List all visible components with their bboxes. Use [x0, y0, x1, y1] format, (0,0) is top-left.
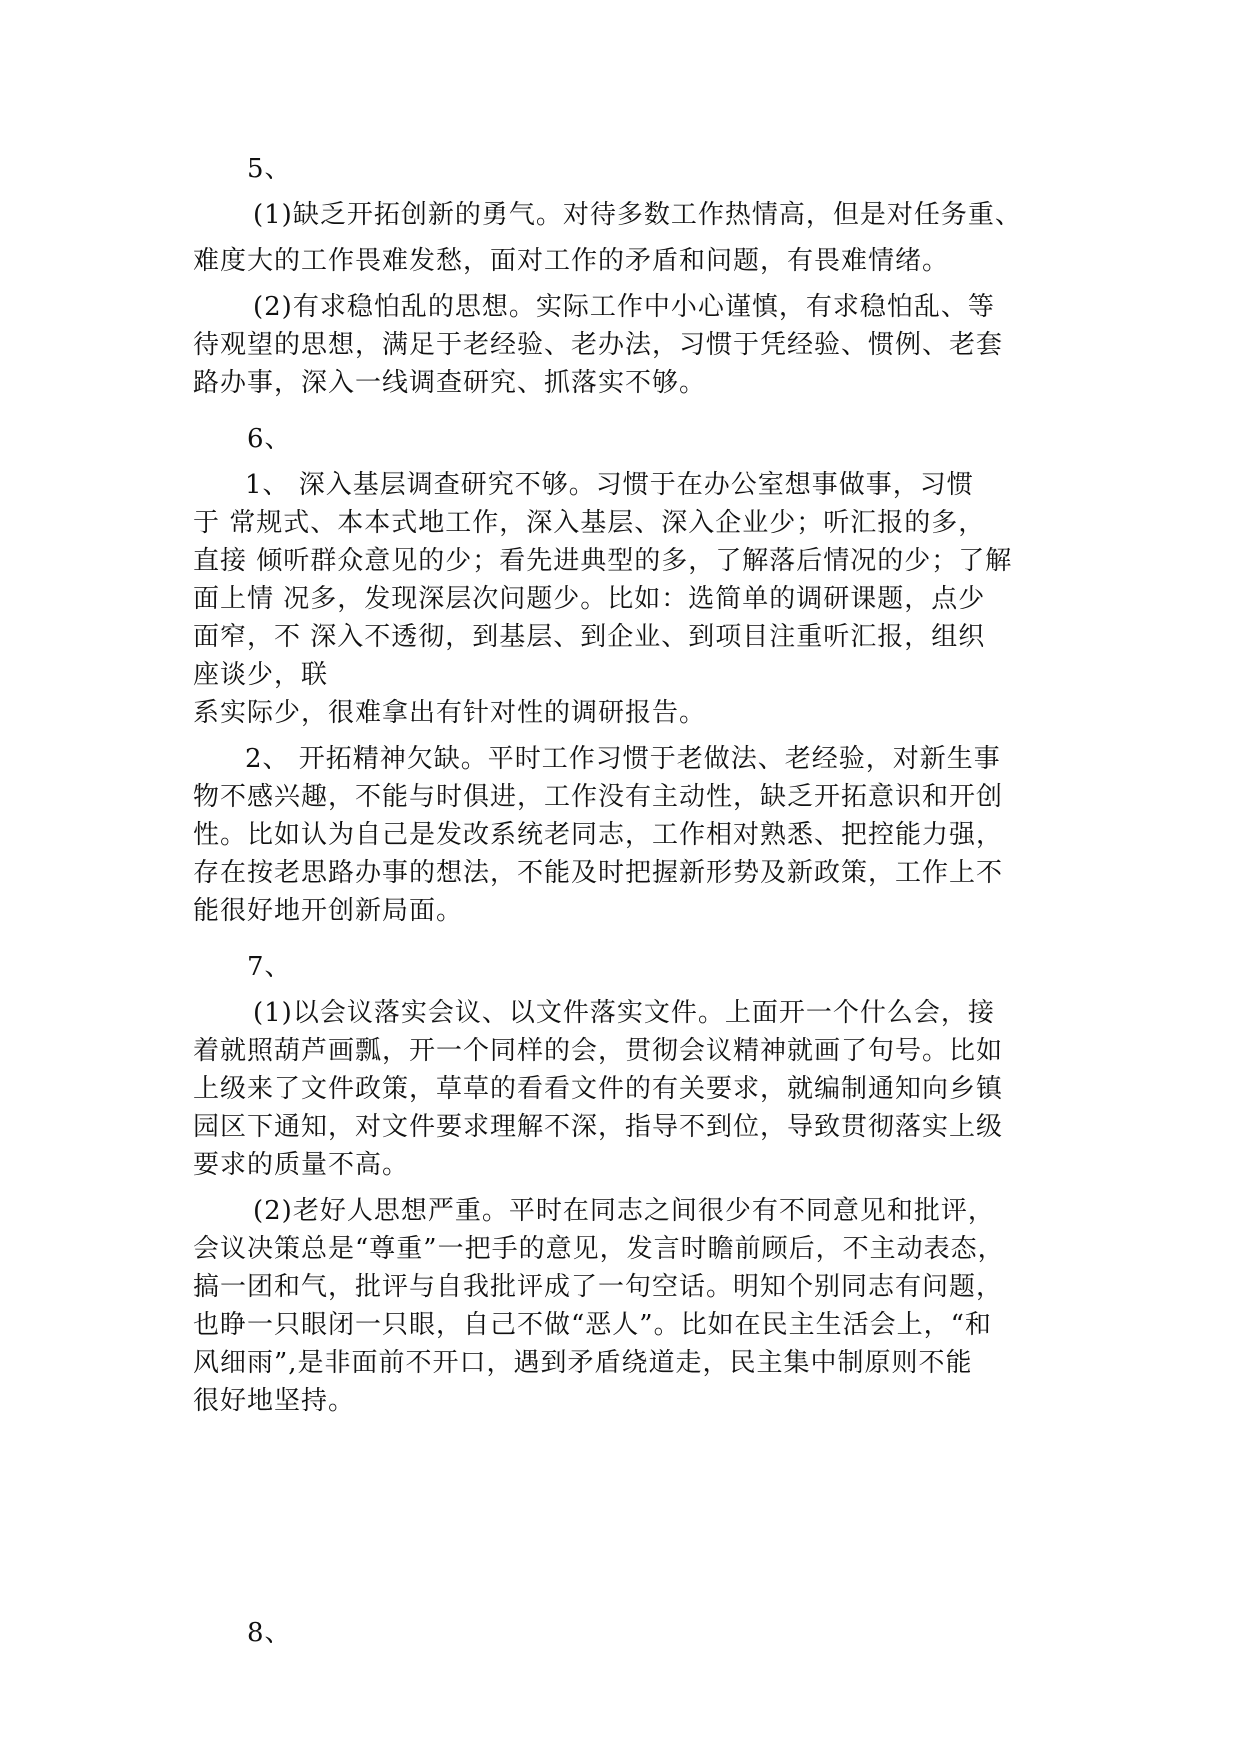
paragraph-7-2	[193, 1192, 1053, 1420]
section-number-6: 6、	[247, 424, 292, 454]
text-line: 性。比如认为自己是发改系统老同志，工作相对熟悉、把控能力强，	[193, 820, 1004, 850]
section-number-8: 8、	[247, 1618, 292, 1648]
text-line: 1、 深入基层调查研究不够。习惯于在办公室想事做事，习惯	[245, 470, 974, 500]
document-body	[193, 150, 1053, 1652]
text-line: 搞一团和气，批评与自我批评成了一句空话。明知个别同志有问题，	[193, 1272, 1004, 1302]
text-line: 座谈少，联	[193, 660, 329, 690]
text-line: 很好地坚持。	[193, 1386, 356, 1416]
text-line: (1)缺乏开拓创新的勇气。对待多数工作热情高，但是对任务重、	[253, 200, 1022, 230]
paragraph-5-1	[193, 196, 1053, 280]
section-number-7: 7、	[247, 952, 292, 982]
text-line: 路办事，深入一线调查研究、抓落实不够。	[193, 368, 707, 398]
text-line: (2)有求稳怕乱的思想。实际工作中小心谨慎，有求稳怕乱、等	[253, 292, 995, 322]
text-line: 要求的质量不高。	[193, 1150, 410, 1180]
text-line: 物不感兴趣，不能与时俱进，工作没有主动性，缺乏开拓意识和开创	[193, 782, 1004, 812]
paragraph-6-2	[193, 740, 1053, 930]
text-line: 会议决策总是“尊重”一把手的意见，发言时瞻前顾后，不主动表态，	[193, 1234, 1005, 1264]
text-line: 存在按老思路办事的想法，不能及时把握新形势及新政策，工作上不	[193, 858, 1004, 888]
text-line: 2、 开拓精神欠缺。平时工作习惯于老做法、老经验，对新生事	[245, 744, 1001, 774]
text-line: 面窄，不 深入不透彻，到基层、到企业、到项目注重听汇报，组织	[193, 622, 986, 652]
text-line: 上级来了文件政策，草草的看看文件的有关要求，就编制通知向乡镇	[193, 1074, 1004, 1104]
text-line: 着就照葫芦画瓢，开一个同样的会，贯彻会议精神就画了句号。比如	[193, 1036, 1004, 1066]
paragraph-5-2	[193, 288, 1053, 402]
paragraph-6-1	[193, 466, 1053, 732]
text-line: 难度大的工作畏难发愁，面对工作的矛盾和问题，有畏难情绪。	[193, 246, 950, 276]
text-line: 于 常规式、本本式地工作，深入基层、深入企业少；听汇报的多，	[193, 508, 986, 538]
text-line: 面上情 况多，发现深层次问题少。比如：选简单的调研课题，点少	[193, 584, 986, 614]
text-line: 系实际少，很难拿出有针对性的调研报告。	[193, 698, 707, 728]
text-line: 直接 倾听群众意见的少；看先进典型的多，了解落后情况的少；了解	[193, 546, 1013, 576]
text-line: 园区下通知，对文件要求理解不深，指导不到位，导致贯彻落实上级	[193, 1112, 1004, 1142]
text-line: 风细雨”,是非面前不开口，遇到矛盾绕道走，民主集中制原则不能	[193, 1348, 973, 1378]
text-line: (2)老好人思想严重。平时在同志之间很少有不同意见和批评，	[253, 1196, 995, 1226]
text-line: 待观望的思想，满足于老经验、老办法，习惯于凭经验、惯例、老套	[193, 330, 1004, 360]
text-line: 能很好地开创新局面。	[193, 896, 464, 926]
section-number-5: 5、	[247, 154, 292, 184]
paragraph-7-1	[193, 994, 1053, 1184]
text-line: (1)以会议落实会议、以文件落实文件。上面开一个什么会，接	[253, 998, 995, 1028]
text-line: 也睁一只眼闭一只眼，自己不做“恶人”。比如在民主生活会上，“和	[193, 1310, 992, 1340]
